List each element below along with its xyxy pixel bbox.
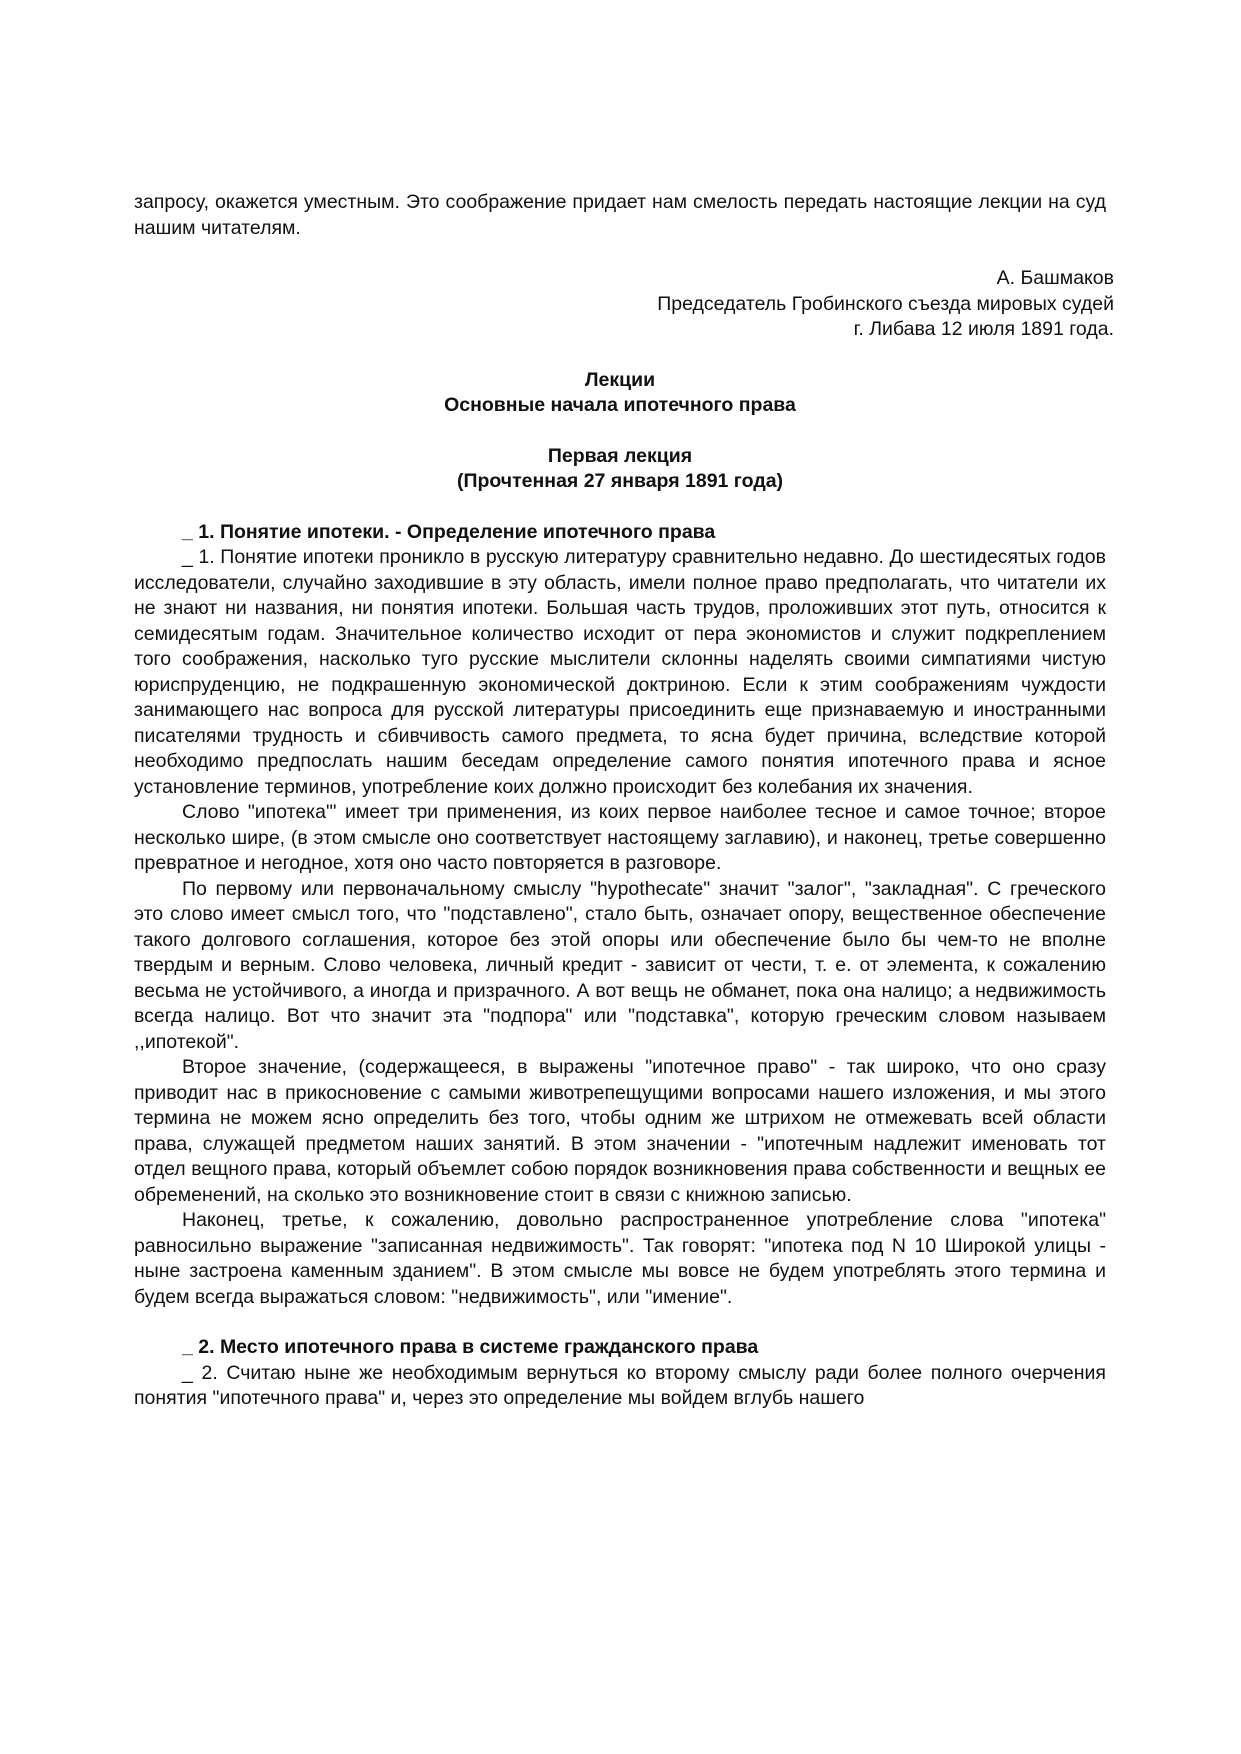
signature-name: А. Башмаков: [996, 267, 1114, 289]
lecture-line-2: (Прочтенная 27 января 1891 года): [456, 470, 784, 492]
lecture-heading: [134, 444, 1106, 495]
signature-block: [134, 266, 1114, 343]
section-1-paragraph-5: Наконец, третье, к сожалению, довольно распространенное употребление слова "ипотека" равносильно выражение "записанная недвижимость". Так говорят: "ипотека под N 10 Широкой улицы - ныне застроена каменным зданием". В этом смысле мы вовсе не будем употреблять этого термина и будем всегда выражаться словом: "недвижимость", или "имение".: [134, 1209, 1106, 1308]
section-1-paragraph-1: _ 1. Понятие ипотеки проникло в русскую литературу сравнительно недавно. До шестидесятых годов исследователи, случайно заходившие в эту область, имели полное право предполагать, что читатели их не знают ни названия, ни понятия ипотеки. Большая часть трудов, проложивших этот путь, относится к семидесятым годам. Значительное количество исходит от пера экономистов и служит подкреплением того соображения, насколько туго русские мыслители склонны наделять своими симпатиями чистую юриспруденцию, не подкрашенную экономической доктриною. Если к этим соображениям чуждости занимающего нас вопроса для русской литературы присоединить еще признаваемую и иностранными писателями трудность и сбивчивость самого предмета, то ясна будет причина, вследствие которой необходимо предпослать нашим беседам определение самого понятия ипотечного права и ясное установление терминов, употребление коих должно происходит без колебания их значения.: [134, 546, 1106, 798]
signature-place-date: г. Либава 12 июля 1891 года.: [853, 318, 1114, 340]
document-page: [134, 190, 1114, 1412]
title-line-2: Основные начала ипотечного права: [444, 394, 796, 416]
lecture-line-1: Первая лекция: [547, 444, 693, 467]
section-1-paragraph-2: Слово "ипотека"' имеет три применения, из коих первое наиболее тесное и самое точное; второе несколько шире, (в этом смысле оно соответствует настоящему заглавию), и наконец, третье совершенно превратное и негодное, хотя оно часто повторяется в разговоре.: [134, 801, 1106, 874]
intro-paragraph: запросу, окажется уместным. Это соображение придает нам смелость передать настоящие лекции на суд нашим читателям.: [134, 191, 1106, 239]
title-line-1: Лекции: [584, 368, 656, 391]
section-2-paragraph-1: _ 2. Считаю ныне же необходимым вернуться ко второму смыслу ради более полного очерчения понятия "ипотечного права" и, через это определение мы войдем вглубь нашего: [134, 1361, 1106, 1409]
section-1-heading: _ 1. Понятие ипотеки. - Определение ипотечного права: [182, 520, 716, 543]
section-1-paragraph-4: Второе значение, (содержащееся, в выражены "ипотечное право" - так широко, что оно сразу приводит нас в прикосновение с самыми животрепещущими вопросами нашего изложения, и мы этого термина не можем ясно определить без того, чтобы одним же штрихом не отмежевать всей области права, служащей предметом наших занятий. В этом значении - "ипотечным надлежит именовать тот отдел вещного права, который объемлет собою порядок возникновения права собственности и вещных ее обременений, на сколько это возникновение стоит в связи с книжною записью.: [134, 1056, 1106, 1206]
signature-position: Председатель Гробинского съезда мировых судей: [657, 292, 1114, 315]
section-2-heading: _ 2. Место ипотечного права в системе гражданского права: [182, 1336, 759, 1358]
section-1-paragraph-3: По первому или первоначальному смыслу "hypothecate" значит "залог", "закладная". С греческого это слово имеет смысл того, что "подставлено", стало быть, означает опору, вещественное обеспечение такого долгового соглашения, которое без этой опоры или обеспечение было бы чем-то не вполне твердым и верным. Слово человека, личный кредит - зависит от чести, т. е. от элемента, к сожалению весьма не устойчивого, а иногда и призрачного. А вот вещь не обманет, пока она налицо; а недвижимость всегда налицо. Вот что значит эта "подпора" или "подставка", которую греческим словом называем ,,ипотекой".: [134, 877, 1106, 1053]
document-title: [134, 368, 1106, 419]
